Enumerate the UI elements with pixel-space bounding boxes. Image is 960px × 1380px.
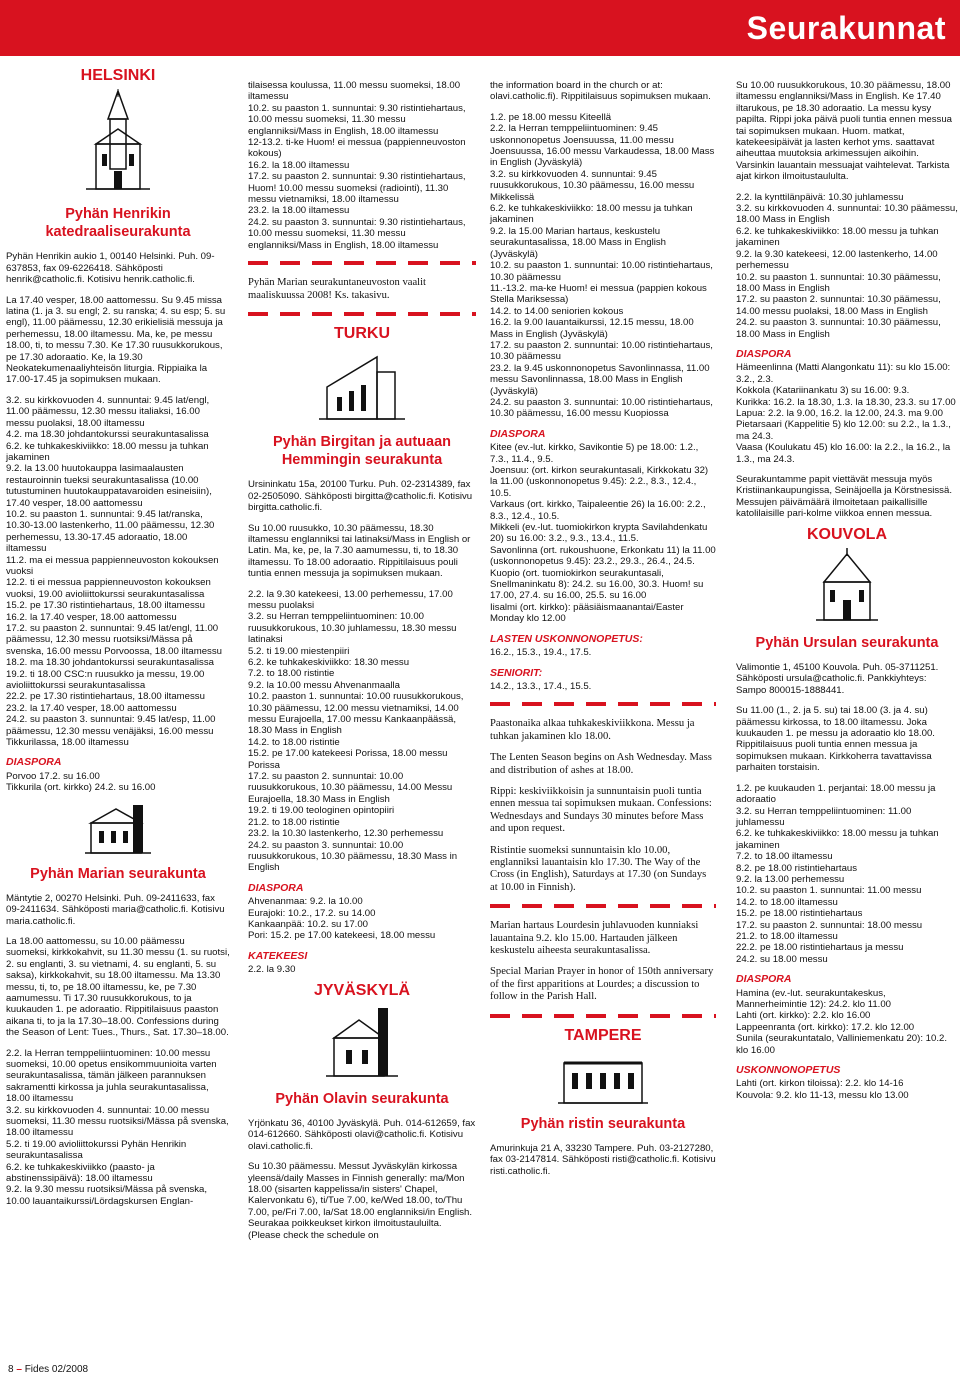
katekeesi-date: 2.2. la 9.30 [248, 964, 296, 976]
parish-heading-olavi: Pyhän Olavin seurakunta [275, 1090, 449, 1107]
lent-notice-fi: Paastonaika alkaa tuhkakeskiviikkona. Messu ja tuhkan jakaminen klo 18.00. [490, 718, 695, 742]
olavi-contact: Yrjönkatu 36, 40100 Jyväskylä. Puh. 014-612659, fax 014-612660. Sähköposti olavi@catholic.fi. Kotisivu olavi.catholic.fi. [248, 1117, 476, 1152]
city-heading-jyvaskyla: JYVÄSKYLÄ [313, 981, 411, 999]
column-4 [736, 80, 958, 1110]
column-2 [248, 80, 476, 1250]
section-title: Seurakunnat [746, 10, 946, 46]
olavi-regular-schedule: Su 10.30 päämessu. Messut Jyväskylän kirkossa yleensä/daily Masses in Finnish generally: ma/Mon 18.00 (sisarten kappelissa/in sisters' Chapel, Kalervonkatu 6), ti/Tue 7.00, ke/Wed 18.00, to/Thu 7.00, pe/Fri 7.00, la/Sat 18.00 englanniksi/in English. Seurakaa poikkeukset kirkon ilmoitustauluilta. (Please check the schedule on [248, 1161, 472, 1241]
olavi-regular-continued: the information board in the church or at: olavi.catholic.fi). Rippitilaisuus sopimuksen mukaan. [490, 80, 711, 103]
council-election-notice: Pyhän Marian seurakuntaneuvoston vaalit maaliskuussa 2008! Ks. takasivu. [248, 277, 426, 301]
way-of-cross-notice: Ristintie suomeksi sunnuntaisin klo 10.00, englanniksi lauantaisin klo 17.30. The Way of the Cross (in English), Saturdays at 17.30 (on Sundays at 10.00 in Finnish). [490, 844, 707, 893]
birgitta-events: 2.2. la 9.30 katekeesi, 13.00 perhemessu, 17.00 messu puolaksi 3.2. su Herran temppeliintuominen: 10.00 ruusukkorukous, 10.30 juhlamessu, 18.30 messu latinaksi 5.2. ti 19.00 miestenpiiri 6.2. ke tuhkakeskiviikko: 18.30 messu 7.2. to 18.00 ristintie 9.2. la 10.00 messu Ahvenanmaalla 10.2. paaston 1. sunnuntai: 10.00 ruusukkorukous, 10.30 päämessu, 12.00 messu vietnamiksi, 14.00 messu Eurajoella, 17.00 messu Kankaanpäässä, 18.30 Mass in English 14.2. to 18.00 ristintie 15.2. pe 17.00 katekeesi Porissa, 18.00 messu Porissa 17.2. su paaston 2. sunnuntai: 10.00 ruusukkorukous, 10.30 päämessu, 14.00 Messu Eurajoella, 18.30 Mass in English 19.2. ti 19.00 teologinen opintopiiri 21.2. to 18.00 ristintie 23.2. la 10.30 lastenkerho, 12.30 perhemessu 24.2. su paaston 3. sunnuntai: 10.00 ruusukkorukous, 10.30 päämessu, 18.30 Mass in English [248, 588, 464, 874]
katekeesi-heading: KATEKEESI [248, 949, 308, 962]
church-icon [317, 347, 407, 427]
maria-regular-schedule: La 18.00 aattomessu, su 10.00 päämessu suomeksi, kirkkokahvit, su 11.30 messu (1. su ruotsi, 2. su englanti, 3. su vietnami, 4. su englanti, 5. su saksa), kirkkokahvit, su 18.00 iltamessu. Ma 13.30 messu, ti, to, pe 18.00 iltamessu, ke, pe 7.30 aamumessu. Ti 17.30 ruusukkorukous, to ja kuukauden 1. pe adoraatio. Rippitilaisuus paaston aikana ti, to ja la 17.30–18.00. Confessions during the Season of Lent: Tues., Thurs., Sat. 17.30–18.00. [6, 935, 230, 1039]
page-number: 8 [8, 1364, 14, 1375]
diaspora-heading: DIASPORA [736, 347, 792, 360]
ursula-regular-schedule: Su 11.00 (1., 2. ja 5. su) tai 18.00 (3. ja 4. su) päämessu kirkossa, to 18.00 iltamessu. Joka kuukauden 1. pe messu ja adoraatio klo 18.00. Rippitilaisuus puoli tuntia ennen messua ja sopimuksen mukaan. Kirkkoherra tavattavissa parhaiten torstaisin. [736, 705, 935, 774]
parish-heading-henrik: Pyhän Henrikin katedraaliseurakunta [45, 206, 191, 241]
arrow-icon: – [16, 1364, 22, 1375]
seniors-dates: 14.2., 13.3., 17.4., 15.5. [490, 680, 592, 692]
lent-notice-en: The Lenten Season begins on Ash Wednesday. Mass and distribution of ashes at 18.00. [490, 752, 712, 776]
section-header [0, 0, 960, 56]
birgitta-diaspora: Ahvenanmaa: 9.2. la 10.00 Eurajoki: 10.2., 17.2. su 14.00 Kankaanpää: 10.2. su 17.00 Pori: 15.2. pe 17.00 katekeesi, 18.00 messu [248, 896, 436, 942]
parish-heading-risti: Pyhän ristin seurakunta [520, 1116, 686, 1133]
religion-education-heading: USKONNONOPETUS [736, 1064, 841, 1077]
maria-events: 2.2. la Herran temppeliintuominen: 10.00 messu suomeksi, 10.00 opetus ensikommuunioita varten seurakuntasalissa, tämän jälkeen parannuksen sakramentti kirkossa ja juhla seurakuntasalissa, 18.00 iltamessu 3.2. su kirkkovuoden 4. sunnuntai: 10.00 messu suomeksi, 11.30 messu ruotsiksi/Mässa på svenska, 18.00 iltamessu 5.2. ti 19.00 avioliittokurssi Pyhän Henrikin seurakuntasalissa 6.2. ke tuhkakeskiviikko (paasto- ja abstinenssipäivä): 18.00 iltamessu 9.2. la 9.30 messu ruotsiksi/Mässa på svenska, 10.00 lauantaikurssi/Lördagskursen Englan- [6, 1047, 229, 1207]
column-3 [490, 80, 716, 1186]
cathedral-icon [78, 89, 158, 199]
risti-note: Seurakuntamme papit viettävät messuja myös Kristiinankaupungissa, Seinäjoella ja Körstnesissä. Messujen päivämäärä ilmoitetaan paikallisille katolilaisille pari-kolme viikkoa ennen messua. [736, 474, 952, 520]
divider [490, 702, 716, 706]
church-icon [322, 1004, 402, 1084]
city-heading-turku: TURKU [334, 324, 390, 342]
ursula-diaspora: Hamina (ev.-lut. seurakuntakeskus, Mannerheimintie 12): 24.2. klo 11.00 Lahti (ort. kirkko): 2.2. klo 16.00 Lappeenranta (ort. kirkko): 17.2. klo 12.00 Sunila (seurakuntatalo, Valliniemenkatu 20): 10.2. klo 16.00 [736, 987, 948, 1056]
risti-contact: Amurinkuja 21 A, 33230 Tampere. Puh. 03-2127280, fax 03-2147814. Sähköposti risti@catholic.fi. Kotisivu risti.catholic.fi. [490, 1143, 716, 1177]
confession-notice: Rippi: keskiviikkoisin ja sunnuntaisin puoli tuntia ennen messua tai sopimuksen mukaan. Confessions: Wednesdays and Sundays 30 minutes before Mass and upon request. [490, 785, 712, 835]
diaspora-heading: DIASPORA [490, 427, 546, 440]
religion-education-dates: Lahti (ort. kirkon tiloissa): 2.2. klo 14-16 Kouvola: 9.2. klo 11-13, messu klo 13.00 [736, 1078, 909, 1101]
diaspora-heading: DIASPORA [6, 756, 62, 769]
seniors-heading: SENIORIT: [490, 666, 543, 679]
divider [248, 261, 476, 265]
church-icon [812, 548, 882, 628]
parish-heading-maria: Pyhän Marian seurakunta [30, 865, 206, 882]
henrik-contact: Pyhän Henrikin aukio 1, 00140 Helsinki. Puh. 09-637853, fax 09-6226418. Sähköposti henrik@catholic.fi. Kotisivu henrik.catholic.fi. [6, 251, 215, 286]
ursula-events: 1.2. pe kuukauden 1. perjantai: 18.00 messu ja adoraatio 3.2. su Herran temppeliintuominen: 11.00 juhlamessu 6.2. ke tuhkakeskiviikko: 18.00 messu ja tuhkan jakaminen 7.2. to 18.00 iltamessu 8.2. pe 18.00 ristintiehartaus 9.2. la 13.00 perhemessu 10.2. su paaston 1. sunnuntai: 11.00 messu 14.2. to 18.00 iltamessu 15.2. pe 18.00 ristintiehartaus 17.2. su paaston 2. sunnuntai: 18.00 messu 21.2. to 18.00 iltamessu 22.2. pe 18.00 ristintiehartaus ja messu 24.2. su 18.00 messu [736, 782, 939, 965]
maria-events-continued: tilaisessa koulussa, 11.00 messu suomeksi, 18.00 iltamessu 10.2. su paaston 1. sunnuntai: 9.30 ristintiehartaus, 10.00 messu suomeksi, 11.30 messu englanniksi/Mass in English, 18.00 iltamessu 12-13.2. ti-ke Huom! ei messua (pappienneuvoston kokous) 16.2. la 18.00 iltamessu 17.2. su paaston 2. sunnuntai: 9.30 ristintiehartaus, Huom! 10.00 messu suomeksi (radiointi), 11.30 messu vietnamiksi, 18.00 iltamessu 23.2. la 18.00 iltamessu 24.2. su paaston 3. sunnuntai: 9.30 ristintiehartaus, 10.00 messu suomeksi, 11.30 messu englanniksi/Mass in English, 18.00 iltamessu [248, 80, 466, 251]
city-heading-helsinki: HELSINKI [80, 67, 156, 84]
ursula-contact: Valimontie 1, 45100 Kouvola. Puh. 05-3711251. Sähköposti ursula@catholic.fi. Pankkiyhteys: Sampo 800015-1888441. [736, 662, 939, 696]
marian-prayer-notice: Special Marian Prayer in honor of 150th anniversary of the first apparitions at Lourdes; a discussion to follow in the Parish Hall. [490, 966, 714, 1003]
church-icon [558, 1049, 648, 1109]
diaspora-heading: DIASPORA [248, 881, 304, 894]
children-religion-dates: 16.2., 15.3., 19.4., 17.5. [490, 647, 592, 659]
divider [248, 312, 476, 316]
divider [490, 1014, 716, 1018]
parish-heading-ursula: Pyhän Ursulan seurakunta [755, 635, 939, 652]
risti-events: 2.2. la kynttilänpäivä: 10.30 juhlamessu 3.2. su kirkkovuoden 4. sunnuntai: 10.30 päämessu, 18.00 Mass in English 6.2. ke tuhkakeskiviikko: 18.00 messu ja tuhkan jakaminen 9.2. la 9.30 katekeesi, 12.00 lastenkerho, 14.00 perhemessu 10.2. su paaston 1. sunnuntai: 10.30 päämessu, 18.00 Mass in English 17.2. su paaston 2. sunnuntai: 10.30 päämessu, 14.00 messu puolaksi, 18.00 Mass in English 24.2. su paaston 3. sunnuntai: 10.30 päämessu, 18.00 Mass in English [736, 191, 958, 340]
page-footer [8, 1364, 88, 1375]
maria-contact: Mäntytie 2, 00270 Helsinki. Puh. 09-2411633, fax 09-2411634. Sähköposti maria@catholic.fi. Kotisivu maria.catholic.fi. [6, 892, 225, 927]
olavi-diaspora: Kitee (ev.-lut. kirkko, Savikontie 5) pe 18.00: 1.2., 7.3., 11.4., 9.5. Joensuu: (ort. kirkon seurakuntasali, Kirkkokatu 32) la 11.00 (uskonnonopetus 9.45): 2.2., 8.3., 12.4., 10.5. Varkaus (ort. kirkko, Taipaleentie 26) la 16.00: 2.2., 8.3., 12.4., 10.5. Mikkeli (ev.-lut. tuomiokirkon krypta Savilahdenkatu 20) su 16.00: 3.2., 9.3., 13.4., 11.5. Savonlinna (ort. rukoushuone, Erkonkatu 11) la 11.00 (uskonnonopetus 9.45): 23.2., 29.3., 26.4., 24.5. Kuopio (ort. tuomiokirkon seurakuntasali, Snellmaninkatu 8): 24.2. su 16.00, 30.3. Huom! su 17.00, 27.4. su 16.00, 25.5. su 16.00 Iisalmi (ort. kirkko): pääsiäismaanantai/Easter Monday klo 12.00 [490, 442, 716, 625]
church-icon [83, 803, 153, 859]
city-heading-tampere: TAMPERE [564, 1026, 642, 1044]
diaspora-heading: DIASPORA [736, 973, 792, 986]
divider [490, 904, 716, 908]
column-1 [6, 64, 230, 1216]
parish-heading-birgitta: Pyhän Birgitan ja autuaan Hemmingin seurakunta [272, 434, 452, 469]
birgitta-regular-schedule: Su 10.00 ruusukko, 10.30 päämessu, 18.30 iltamessu englanniksi tai latinaksi/Mass in English or Latin. Ma, ke, pe, la 7.30 aamumessu, ti, to 18.30 iltamessu. To 18.00 adoraatio. Rippitilaisuus pouli tuntia ennen messuja ja sopimuksen mukaan. [248, 522, 471, 580]
city-heading-kouvola: KOUVOLA [807, 525, 887, 543]
risti-diaspora: Hämeenlinna (Matti Alangonkatu 11): su klo 15.00: 3.2., 2.3. Kokkola (Katariinankatu 3) su 16.00: 9.3. Kurikka: 16.2. la 18.30, 1.3. la 18.30, 23.3. su 17.00 Lapua: 2.2. la 9.00, 16.2. la 12.00, 24.3. ma 9.00 Pietarsaari (Kappelitie 5) klo 12.00: su 2.2., la 1.3., ma 24.3. Vaasa (Koulukatu 45) klo 16.00: la 2.2., la 16.2., la 1.3., ma 24.3. [736, 362, 956, 465]
birgitta-contact: Ursininkatu 15a, 20100 Turku. Puh. 02-2314389, fax 02-2505090. Sähköposti birgitta@catholic.fi. Kotisivu birgitta.catholic.fi. [248, 479, 473, 514]
henrik-events: 3.2. su kirkkovuoden 4. sunnuntai: 9.45 lat/engl, 11.00 päämessu, 12.30 messu italiaksi, 16.00 messu puolaksi, 18.00 iltamessu 4.2. ma 18.30 johdantokurssi seurakuntasalissa 6.2. ke tuhkakeskiviikko: 18.00 messu ja tuhkan jakaminen 9.2. la 13.00 huutokauppa lasimaalausten restauroinnin tueksi seurakuntasalissa (10.00 tutustuminen huutokauppatavaroiden esineisiin), 17.40 vesper, 18.00 aattomessu 10.2. su paaston 1. sunnuntai: 9.45 lat/ranska, 10.30-13.00 lastenkerho, 11.00 päämessu, 12.30 perhemessu, 13.30-17.45 adoraatio, 18.00 iltamessu 11.2. ma ei messua pappienneuvoston kokouksen vuoksi 12.2. ti ei messua pappienneuvoston kokouksen vuoksi, 19.00 avioliittokurssi seurakuntasalissa 15.2. pe 17.30 ristintiehartaus, 18.00 iltamessu 16.2. la 17.40 vesper, 18.00 aattomessu 17.2. su paaston 2. sunnuntai: 9.45 lat/engl, 11.00 päämessu, 12.30 messu ruotsiksi/Mässa på svenska, 16.00 messu Porvoossa, 18.00 iltamessu 18.2. ma 18.30 johdantokurssi seurakuntasalissa 19.2. ti 18.00 CSC:n ruusukko ja messu, 19.00 avioliittokurssi seurakuntasalissa 22.2. pe 17.30 ristintiehartaus, 18.00 iltamessu 23.2. la 17.40 vesper, 18.00 aattomessu 24.2. su paaston 3. sunnuntai: 9.45 lat/esp, 11.00 päämessu, 12.30 messu venäjäksi, 16.00 messu Tikkurilassa, 18.00 iltamessu [6, 394, 222, 749]
olavi-events: 1.2. pe 18.00 messu Kiteellä 2.2. la Herran temppeliintuominen: 9.45 uskonnonopetus Joensuussa, 11.00 messu Joensuussa, 16.00 messu Varkaudessa, 18.00 Mass in English (Jyväskylä) 3.2. su kirkkovuoden 4. sunnuntai: 9.45 ruusukkorukous, 10.30 päämessu, 16.00 messu Mikkelissä 6.2. ke tuhkakeskiviikko: 18.00 messu ja tuhkan jakaminen 9.2. la 15.00 Marian hartaus, keskustelu seurakuntasalissa, 18.00 Mass in English (Jyväskylä) 10.2. su paaston 1. sunnuntai: 10.00 ristintiehartaus, 10.30 päämessu 11.-13.2. ma-ke Huom! ei messua (pappien kokous Stella Mariksessa) 14.2. to 14.00 seniorien kokous 16.2. la 9.00 lauantaikurssi, 12.15 messu, 18.00 Mass in English (Jyväskylä) 17.2. su paaston 2. sunnuntai: 10.00 ristintiehartaus, 10.30 päämessu 23.2. la 9.45 uskonnonopetus Savonlinnassa, 11.00 messu Savonlinnassa, 18.00 Mass in English (Jyväskylä) 24.2. su paaston 3. sunnuntai: 10.00 ristintiehartaus, 10.30 päämessu, 16.00 messu Kuopiossa [490, 111, 715, 420]
henrik-diaspora: Porvoo 17.2. su 16.00 Tikkurila (ort. kirkko) 24.2. su 16.00 [6, 770, 156, 794]
henrik-regular-schedule: La 17.40 vesper, 18.00 aattomessu. Su 9.45 missa latina (1. ja 3. su engl; 2. su ranska; 4. su esp; 5. su engl), 11.00 päämessu, 12.30 erikielisiä messuja ja perhemessu, 18.00 iltamessu. Ma, ke, pe messu 18.00, ti, to messu 7.30. Ke 17.30 ruusukkorukous, pe 17.30 adoraatio. Ke, la 19.30 Neokatekumenaaliyhteisön liturgia. Rippiaika la 17.00-17.45 ja sopimuksen mukaan. [6, 294, 226, 386]
publication-name: Fides 02/2008 [24, 1364, 89, 1375]
risti-regular-schedule: Su 10.00 ruusukkorukous, 10.30 päämessu, 18.00 iltamessu englanniksi/Mass in English. Ke 17.40 iltarukous, pe 18.30 adoraatio. La messu kysy papilta. Rippi joka päivä puoli tuntia ennen messua tai sopimuksen mukaan. Huom. matkat, katekeesipäivät ja lasten kerhot yms. saattavat aiheuttaa muutoksia arkimessujen aikoihin. Varsinkin lauantain messuajat vaihtelevat. Tarkista ajat kirkon ilmoitustaululta. [736, 80, 952, 183]
children-religion-heading: LASTEN USKONNONOPETUS: [490, 632, 643, 645]
lourdes-notice: Marian hartaus Lourdesin juhlavuoden kunniaksi lauantaina 9.2. klo 15.00. Hartauden jälkeen keskustelu aiheesta seurakuntasalissa. [490, 920, 699, 956]
